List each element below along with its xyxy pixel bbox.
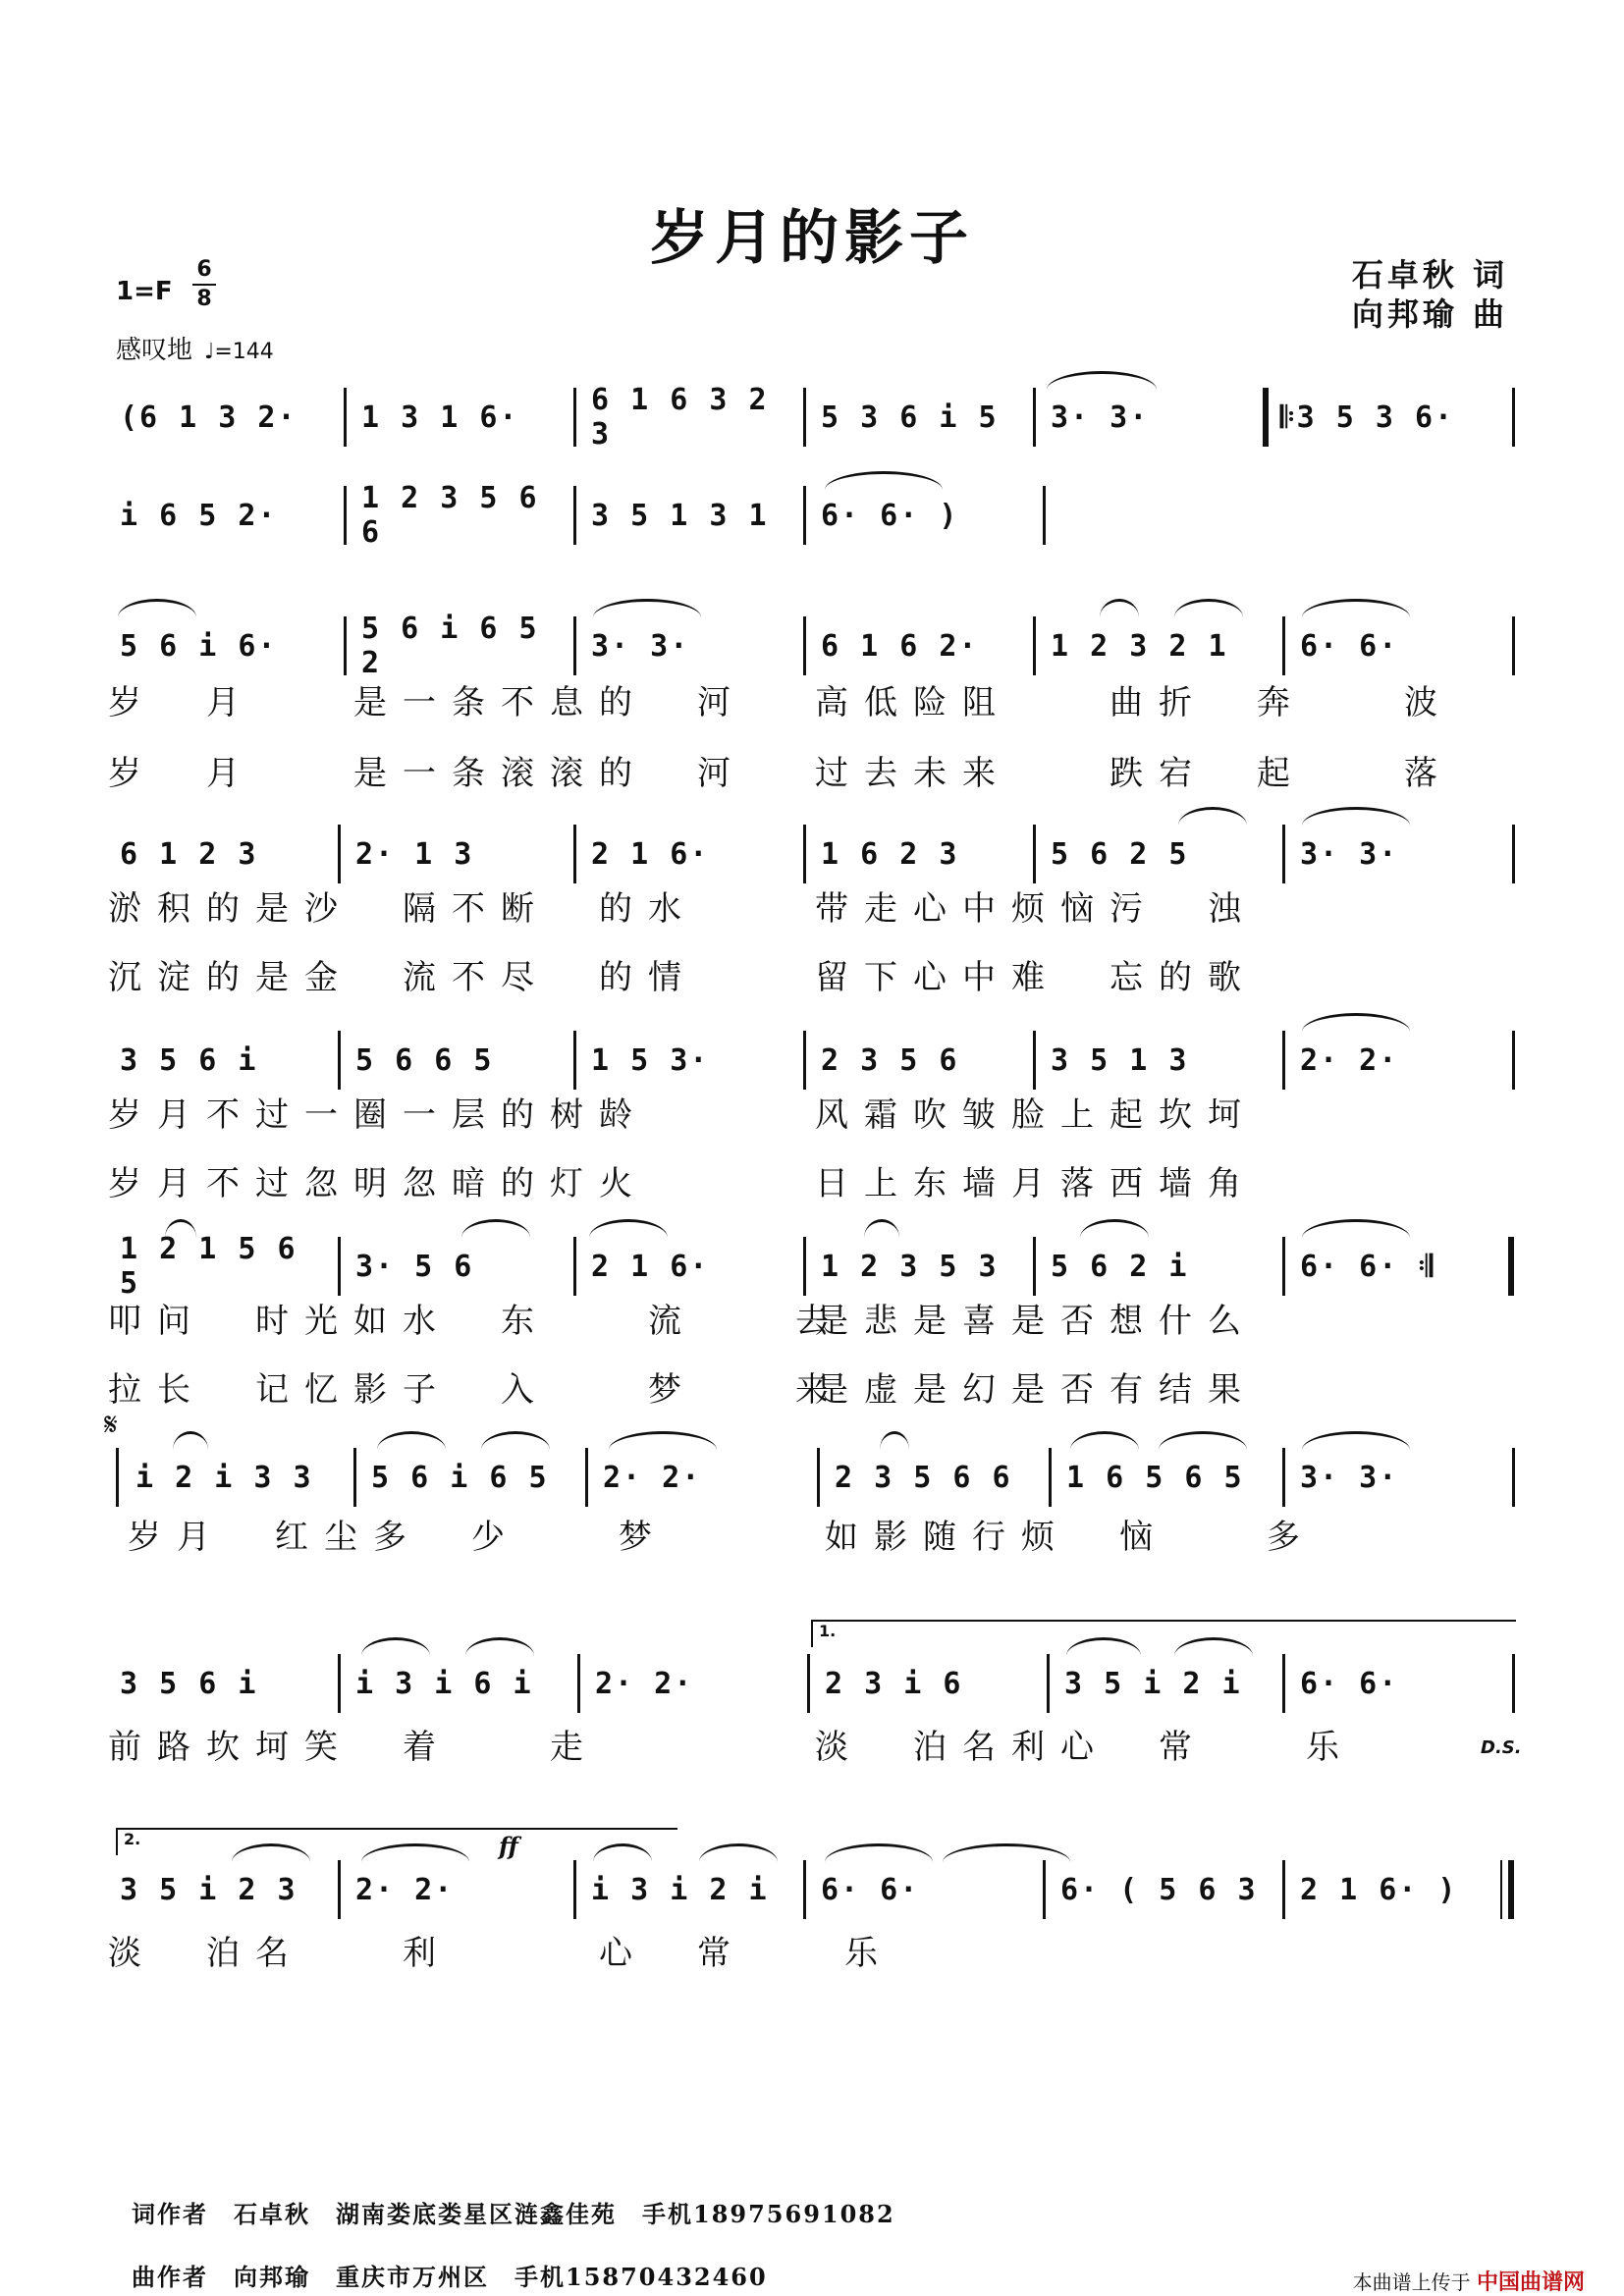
measure: 1 2 1 5 6 5 [120, 1232, 298, 1301]
measure: 3 5 i 2 3 [120, 1872, 298, 1907]
volta-1-bracket [811, 1620, 1516, 1647]
measure: 3· 3· [1051, 400, 1150, 435]
song-title: 岁月的影子 [650, 204, 974, 273]
final-barline-thick [1508, 1860, 1514, 1919]
lyric-line [0, 675, 1624, 724]
measure: 6· 6· [1300, 628, 1399, 664]
notation-row-7 [0, 1448, 1624, 1507]
measure: 5 6 i 6 5 [371, 1460, 549, 1495]
measure: 6· 6· [821, 1872, 920, 1907]
repeat-barline [1263, 388, 1269, 447]
lyric-line [0, 1156, 1624, 1205]
tie [609, 1431, 717, 1450]
barline [1047, 1654, 1050, 1713]
fortissimo-mark: ff [499, 1832, 518, 1860]
measure: 6 1 2 3 [120, 836, 258, 872]
measure: 2· 2· [1300, 1042, 1399, 1078]
barline [803, 1237, 806, 1296]
measure: 3· 3· [1300, 1460, 1399, 1495]
measure: 2· 2· [355, 1872, 455, 1907]
slur [481, 1431, 550, 1450]
slur [589, 1219, 668, 1238]
upload-credit [1353, 2266, 1585, 2296]
barline [344, 486, 347, 545]
slur [118, 599, 196, 617]
ds-mark: D.S. [1481, 1737, 1522, 1758]
measure: 5 3 6 i 5 [821, 400, 999, 435]
lyric-line [0, 1926, 1624, 1975]
segno-mark: 𝄋 [104, 1406, 118, 1443]
lyricist-credit: 石卓秋 词 [1351, 256, 1508, 294]
notation-row-3 [0, 612, 1624, 680]
measure: 1 6 2 3 [821, 836, 959, 872]
slur [465, 1637, 534, 1656]
slur [461, 1219, 530, 1238]
lyric-text: 淡 泊名利心 常 乐 [815, 1728, 1355, 1767]
lyric-line [0, 1720, 1624, 1769]
measure: 1 2 3 5 6 6 [361, 481, 539, 550]
lyric-text: 叩问 时光如水 东 流 去 [108, 1302, 844, 1341]
barline [1282, 825, 1285, 883]
barline [807, 1654, 810, 1713]
notation-row-4 [0, 825, 1624, 883]
lyric-line [0, 881, 1624, 931]
barline [573, 1237, 576, 1296]
measure: i 3 i 2 i [591, 1872, 769, 1907]
barline [1033, 1237, 1036, 1296]
slur [1100, 599, 1139, 617]
barline [577, 1654, 580, 1713]
tie [1302, 807, 1410, 826]
measure: 3 5 1 3 1 [591, 498, 769, 533]
final-barline-thin [1500, 1860, 1502, 1919]
tie [1302, 1219, 1410, 1238]
barline [803, 1860, 806, 1919]
measure: 2 3 5 6 [821, 1042, 959, 1078]
upload-prefix: 本曲谱上传于 [1352, 2270, 1471, 2294]
barline [1282, 1237, 1285, 1296]
lyric-text: 高低险阻 曲折 奔 波 [815, 683, 1453, 722]
barline [1512, 1448, 1515, 1507]
measure: 1 5 3· [591, 1042, 710, 1078]
barline [1512, 616, 1515, 675]
barline [338, 1860, 341, 1919]
measure: i 2 i 3 3 [135, 1460, 313, 1495]
lyric-text: 如影随行烦 恼 多 [825, 1518, 1316, 1557]
lyric-text: 带走心中烦恼污 浊 [815, 889, 1257, 929]
barline [338, 1237, 341, 1296]
lyric-text: 日上东墙月落西墙角 [815, 1164, 1257, 1203]
measure: 6· 6· 𝄇 [1300, 1249, 1435, 1284]
measure: 𝄆3 5 3 6· [1280, 400, 1455, 435]
time-signature-top: 6 [196, 257, 212, 282]
barline [1049, 1448, 1052, 1507]
barline [803, 486, 806, 545]
measure: 5 6 2 i [1051, 1249, 1189, 1284]
measure: 6 1 6 3 2 3 [591, 383, 769, 452]
slur [377, 1431, 446, 1450]
barline [116, 1448, 119, 1507]
key-signature: 1=F [116, 277, 173, 306]
lyric-text: 风霜吹皱脸上起坎坷 [815, 1095, 1257, 1135]
lyric-text: 岁 月 是一条不息的 河 [108, 683, 746, 722]
slur [880, 1431, 909, 1450]
slur [1070, 1431, 1139, 1450]
barline [1033, 388, 1036, 447]
barline [573, 486, 576, 545]
slur [1159, 1431, 1247, 1450]
measure: 5 6 2 5 [1051, 836, 1189, 872]
barline [1512, 1031, 1515, 1090]
tie [825, 471, 943, 490]
measure: i 6 5 2· [120, 498, 278, 533]
measure: 6· ( 5 6 3 [1060, 1872, 1258, 1907]
barline [1282, 616, 1285, 675]
slur [165, 1219, 196, 1238]
measure: 2 1 6· [591, 1249, 710, 1284]
volta-1-label: 1. [819, 1622, 837, 1640]
measure: 3 5 i 2 i [1064, 1666, 1242, 1701]
lyric-text: 是悲是喜是否想什么 [815, 1302, 1257, 1341]
lyric-text: 前路坎坷笑 着 走 [108, 1728, 599, 1767]
slur [361, 1637, 430, 1656]
barline [817, 1448, 820, 1507]
measure: 3 5 6 i [120, 1666, 258, 1701]
lyric-text: 是虚是幻是否有结果 [815, 1370, 1257, 1410]
measure: 2· 2· [603, 1460, 702, 1495]
barline [1512, 388, 1515, 447]
barline [803, 616, 806, 675]
lyric-text: 岁月不过忽明忽暗的灯火 [108, 1164, 648, 1203]
lyric-text: 淤积的是沙 隔不断 的水 [108, 889, 697, 929]
barline [1282, 1860, 1285, 1919]
barline [573, 1860, 576, 1919]
measure: 2 3 5 6 6 [835, 1460, 1012, 1495]
end-repeat-barline [1508, 1237, 1514, 1296]
barline [573, 1031, 576, 1090]
volta-2-label: 2. [124, 1830, 141, 1848]
measure: 2· 2· [595, 1666, 694, 1701]
slur [1080, 1219, 1149, 1238]
notation-row-1 [0, 383, 1624, 452]
lyricist-info: 词作者 石卓秋 湖南娄底娄星区涟鑫佳苑 手机18975691082 [132, 2200, 895, 2228]
barline [585, 1448, 588, 1507]
measure: 3· 5 6 [355, 1249, 474, 1284]
barline [338, 1654, 341, 1713]
time-signature [192, 257, 216, 312]
tie [1302, 1431, 1410, 1450]
lyric-text: 拉长 记忆影子 入 梦 来 [108, 1370, 844, 1410]
barline [803, 825, 806, 883]
lyric-text: 岁月 红尘多 少 梦 [128, 1518, 668, 1557]
barline [1043, 486, 1046, 545]
measure: 5 6 i 6 5 2 [361, 612, 539, 680]
barline [1282, 1031, 1285, 1090]
barline [573, 825, 576, 883]
lyric-text: 淡 泊名 利 心 常 乐 [108, 1934, 893, 1973]
measure: 3 5 1 3 [1051, 1042, 1189, 1078]
barline [573, 616, 576, 675]
lyric-text: 岁 月 是一条滚滚的 河 [108, 754, 746, 793]
barline [1512, 1654, 1515, 1713]
notation-row-9 [0, 1860, 1624, 1919]
measure: (6 1 3 2· [120, 400, 298, 435]
barline [344, 388, 347, 447]
barline [344, 616, 347, 675]
barline [338, 825, 341, 883]
measure: 5 6 6 5 [355, 1042, 494, 1078]
measure: 2· 1 3 [355, 836, 474, 872]
tie [825, 1843, 933, 1862]
measure: 2 1 6· [591, 836, 710, 872]
barline [803, 1031, 806, 1090]
tempo-mark: ♩=144 [204, 340, 274, 364]
notation-row-2 [0, 481, 1624, 550]
composer-credit: 向邦瑜 曲 [1351, 295, 1508, 333]
measure: 1 3 1 6· [361, 400, 519, 435]
tie [593, 599, 701, 617]
lyric-line [0, 1510, 1624, 1559]
measure: 1 2 3 2 1 [1051, 628, 1228, 664]
measure: 2 3 i 6 [825, 1666, 963, 1701]
measure: 6· 6· ) [821, 498, 959, 533]
tie [1302, 599, 1410, 617]
measure: 3· 3· [1300, 836, 1399, 872]
lyric-line [0, 1362, 1624, 1412]
tie [943, 1843, 1070, 1862]
notation-row-6 [0, 1232, 1624, 1301]
lyric-line [0, 1088, 1624, 1137]
lyric-text: 留下心中难 忘的歌 [815, 958, 1257, 997]
slur [1174, 599, 1243, 617]
slur [699, 1843, 778, 1862]
lyric-text: 过去未来 跌宕 起 落 [815, 754, 1453, 793]
time-signature-bottom: 8 [196, 287, 212, 311]
slur [1178, 807, 1247, 826]
measure: 6· 6· [1300, 1666, 1399, 1701]
barline [353, 1448, 356, 1507]
barline [1043, 1860, 1046, 1919]
measure: 3· 3· [591, 628, 690, 664]
barline [573, 388, 576, 447]
lyric-line [0, 950, 1624, 999]
barline [1282, 1654, 1285, 1713]
slur [864, 1219, 899, 1238]
measure: 3 5 6 i [120, 1042, 258, 1078]
barline [338, 1031, 341, 1090]
lyric-line [0, 746, 1624, 795]
site-logo-text[interactable]: 中国曲谱网 [1476, 2270, 1585, 2295]
composer-info: 曲作者 向邦瑜 重庆市万州区 手机15870432460 [132, 2263, 768, 2291]
measure: i 3 i 6 i [355, 1666, 533, 1701]
lyric-line [0, 1294, 1624, 1343]
measure: 5 6 i 6· [120, 628, 278, 664]
expression-mark: 感叹地 [116, 336, 193, 365]
lyric-text: 岁月不过一圈一层的树龄 [108, 1095, 648, 1135]
tie [1302, 1013, 1410, 1032]
notation-row-5 [0, 1031, 1624, 1090]
barline [1033, 1031, 1036, 1090]
measure: 1 2 3 5 3 [821, 1249, 999, 1284]
measure: 2 1 6· ) [1300, 1872, 1458, 1907]
slur [173, 1431, 208, 1450]
lyric-text: 沉淀的是金 流不尽 的情 [108, 958, 697, 997]
tie [1047, 371, 1157, 390]
barline [1512, 825, 1515, 883]
barline [1033, 825, 1036, 883]
notation-row-8 [0, 1654, 1624, 1713]
measure: 6 1 6 2· [821, 628, 979, 664]
measure: 1 6 5 6 5 [1066, 1460, 1244, 1495]
barline [803, 388, 806, 447]
barline [1282, 1448, 1285, 1507]
barline [1033, 616, 1036, 675]
time-signature-bar [192, 284, 216, 286]
